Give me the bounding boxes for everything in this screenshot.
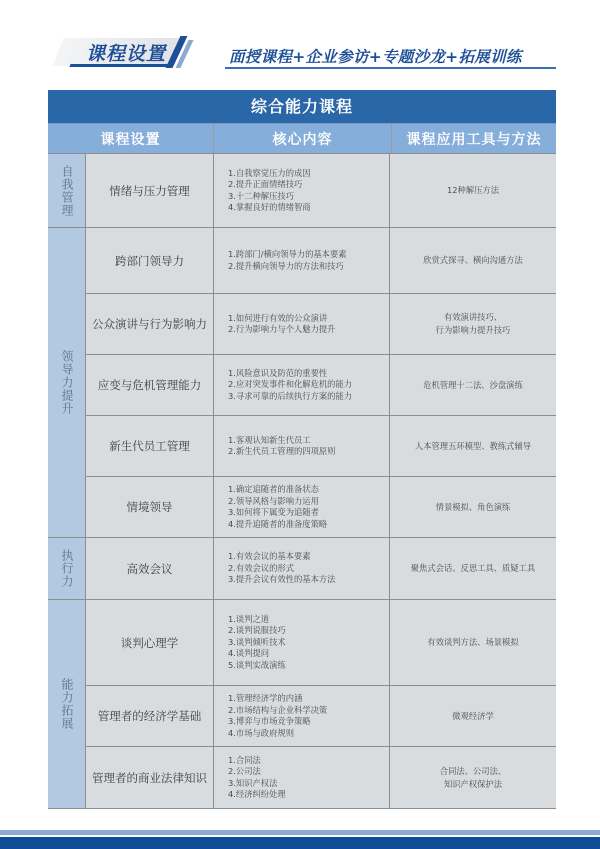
course-content <box>213 538 389 599</box>
content-item: 2.新生代员工管理的四项原则 <box>228 446 336 456</box>
content-item: 1.有效会议的基本要素 <box>228 551 311 562</box>
category-cell <box>48 154 86 227</box>
content-item: 4.经济纠纷处理 <box>228 789 286 799</box>
tool-line: 12种解压方法 <box>446 185 500 195</box>
content-item: 2.有效会议的形式 <box>228 562 294 573</box>
column-header-course: 课程设置 <box>100 131 161 148</box>
section-tab-title: 课程设置 <box>86 43 167 65</box>
tool-line: 聚焦式会话、反思工具、质疑工具 <box>410 563 536 573</box>
tool-line: 危机管理十二法、沙盘演练 <box>423 379 523 390</box>
course-tools <box>389 538 556 599</box>
course-content <box>213 477 389 537</box>
content-item: 1.管理经济学的内涵 <box>228 693 303 703</box>
tool-line: 欣赏式探寻、横向沟通方法 <box>423 255 523 265</box>
content-item: 1.跨部门/横向领导力的基本要素 <box>228 249 347 259</box>
course-name: 情绪与压力管理 <box>109 183 190 198</box>
content-item: 2.公司法 <box>228 766 261 776</box>
category-label: 执行力 <box>60 549 74 588</box>
content-item: 2.市场结构与企业科学决策 <box>228 704 328 715</box>
content-item: 2.谈判说服技巧 <box>228 625 286 636</box>
category-cell <box>48 538 86 599</box>
tool-line: 知识产权保护法 <box>443 778 503 789</box>
course-content <box>213 355 389 415</box>
course-tools <box>389 747 556 808</box>
tool-line: 合同法、公司法、 <box>439 765 507 776</box>
table-header-row <box>48 123 556 153</box>
content-item: 3.寻求可靠的后续执行方案的能力 <box>228 390 353 401</box>
course-tools <box>389 355 556 415</box>
course-name: 公众演讲与行为影响力 <box>92 317 207 331</box>
content-item: 2.行为影响力与个人魅力提升 <box>228 324 336 334</box>
tool-line: 行为影响力提升技巧 <box>435 325 511 335</box>
content-item: 3.如何将下属变为追随者 <box>228 507 319 517</box>
course-name: 高效会议 <box>126 561 173 576</box>
table-row <box>86 685 556 746</box>
content-item: 4.提升追随者的准备度策略 <box>228 518 328 529</box>
content-item: 3.提升会议有效性的基本方法 <box>228 574 336 585</box>
course-name: 跨部门领导力 <box>115 253 184 268</box>
page-banner <box>0 0 600 80</box>
course-content <box>213 228 389 293</box>
tool-line: 有效演讲技巧、 <box>443 312 503 322</box>
content-item: 4.市场与政府规则 <box>228 727 294 738</box>
course-tools <box>389 154 556 227</box>
subtitle-underline <box>225 67 556 69</box>
course-name: 管理者的商业法律知识 <box>92 770 207 785</box>
content-item: 2.领导风格与影响力运用 <box>228 495 319 506</box>
course-content <box>213 154 389 227</box>
content-item: 1.合同法 <box>228 754 261 765</box>
content-item: 2.应对突发事件和化解危机的能力 <box>228 379 353 390</box>
content-item: 3.谈判倾听技术 <box>228 636 286 647</box>
table-row <box>86 228 556 293</box>
content-item: 5.谈判实战演练 <box>228 659 286 670</box>
tool-line: 微观经济学 <box>452 710 494 721</box>
table-row <box>86 415 556 476</box>
course-name: 管理者的经济学基础 <box>97 709 202 723</box>
content-item: 1.谈判之道 <box>228 613 270 624</box>
table-title: 综合能力课程 <box>48 90 556 123</box>
content-item: 1.确定追随者的准备状态 <box>228 484 319 494</box>
content-item: 2.提升横向领导力的方法和技巧 <box>228 260 344 271</box>
program-subtitle: 面授课程+企业参访+专题沙龙+拓展训练 <box>229 48 522 66</box>
tool-line: 情景模拟、角色演练 <box>435 501 511 512</box>
category-label: 领导力提升 <box>60 350 74 415</box>
category-cell <box>48 600 86 808</box>
content-item: 4.掌握良好的情绪智商 <box>228 202 311 212</box>
course-name: 新生代员工管理 <box>109 439 190 453</box>
table-body <box>48 153 556 808</box>
tool-line: 人本管理五环模型、教练式辅导 <box>414 440 532 451</box>
footer-stripe-light <box>0 830 600 835</box>
tool-line: 有效谈判方法、场景模拟 <box>427 637 519 647</box>
table-row <box>86 746 556 808</box>
content-item: 1.客观认知新生代员工 <box>228 434 311 445</box>
course-tools <box>389 600 556 685</box>
content-item: 3.知识产权法 <box>228 777 278 788</box>
course-name: 应变与危机管理能力 <box>97 378 202 392</box>
table-row <box>86 354 556 415</box>
content-item: 1.风险意识及防范的重要性 <box>228 367 328 378</box>
course-content <box>213 416 389 476</box>
table-row <box>86 538 556 599</box>
category-group <box>48 153 556 227</box>
category-group <box>48 537 556 599</box>
category-cell <box>48 228 86 537</box>
course-content <box>213 600 389 685</box>
category-label: 自我管理 <box>60 164 74 217</box>
course-tools <box>389 416 556 476</box>
course-tools <box>389 686 556 746</box>
course-tools <box>389 477 556 537</box>
content-item: 3.十二种解压技巧 <box>228 190 294 201</box>
content-item: 1.自我察觉压力的成因 <box>228 167 311 178</box>
category-label: 能力拓展 <box>60 678 74 730</box>
content-item: 3.博弈与市场竞争策略 <box>228 716 311 726</box>
content-item: 1.如何进行有效的公众演讲 <box>228 312 328 323</box>
course-content <box>213 747 389 808</box>
table-row <box>86 154 556 227</box>
course-table <box>48 90 556 809</box>
column-header-tools: 课程应用工具与方法 <box>391 124 556 153</box>
table-row <box>86 476 556 537</box>
table-row <box>86 600 556 685</box>
course-name: 谈判心理学 <box>120 635 179 650</box>
course-tools <box>389 228 556 293</box>
course-content <box>213 294 389 354</box>
column-header-content: 核心内容 <box>213 124 391 153</box>
course-content <box>213 686 389 746</box>
category-group <box>48 599 556 808</box>
course-tools <box>389 294 556 354</box>
table-row <box>86 293 556 354</box>
course-name: 情境领导 <box>126 500 173 514</box>
footer-stripe-dark <box>0 837 600 849</box>
category-group <box>48 227 556 537</box>
content-item: 2.提升正面情绪技巧 <box>228 179 303 189</box>
content-item: 4.谈判提问 <box>228 648 270 659</box>
